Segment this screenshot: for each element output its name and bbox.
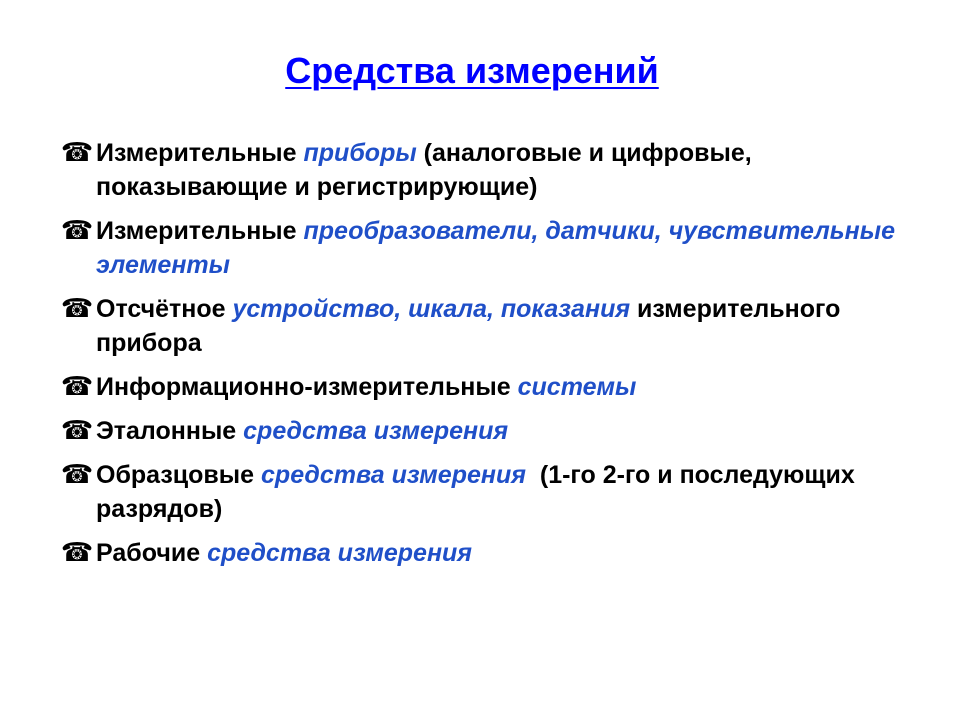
bullet-item <box>62 292 942 360</box>
bullet-item <box>62 136 942 204</box>
bullet-item <box>62 536 942 570</box>
bullet-list <box>62 136 942 580</box>
telephone-icon: ☎ <box>60 538 94 568</box>
telephone-icon: ☎ <box>60 460 94 490</box>
item-tail-text: (аналоговые и цифровые, показывающие и регистрирующие) <box>96 139 752 201</box>
item-accent-text: средства измерения <box>243 417 509 445</box>
telephone-icon: ☎ <box>60 372 94 402</box>
item-lead-text: Образцовые <box>96 461 262 489</box>
telephone-icon: ☎ <box>60 294 94 324</box>
item-accent-text: приборы <box>303 139 417 167</box>
item-accent-text: средства измерения <box>207 539 473 567</box>
bullet-item <box>62 458 942 526</box>
bullet-item <box>62 214 942 282</box>
bullet-item <box>62 370 942 404</box>
item-lead-text: Эталонные <box>96 417 244 445</box>
item-tail-text: измерительного прибора <box>96 295 841 357</box>
item-accent-text: устройство, шкала, показания <box>232 295 631 323</box>
item-accent-text: системы <box>517 373 637 401</box>
slide-title: Средства измерений <box>285 50 659 91</box>
item-accent-text: средства измерения <box>261 461 526 489</box>
item-lead-text: Измерительные <box>96 217 304 245</box>
bullet-item <box>62 414 942 448</box>
item-lead-text: Отсчётное <box>96 295 233 323</box>
item-lead-text: Информационно-измерительные <box>96 373 518 401</box>
item-lead-text: Измерительные <box>96 139 304 167</box>
item-tail-text: (1-го 2-го и последующих разрядов) <box>96 461 862 523</box>
telephone-icon: ☎ <box>60 216 94 246</box>
item-lead-text: Рабочие <box>96 539 208 567</box>
telephone-icon: ☎ <box>60 138 94 168</box>
item-accent-text: преобразователи, датчики, чувствительные элементы <box>96 217 895 279</box>
telephone-icon: ☎ <box>60 416 94 446</box>
